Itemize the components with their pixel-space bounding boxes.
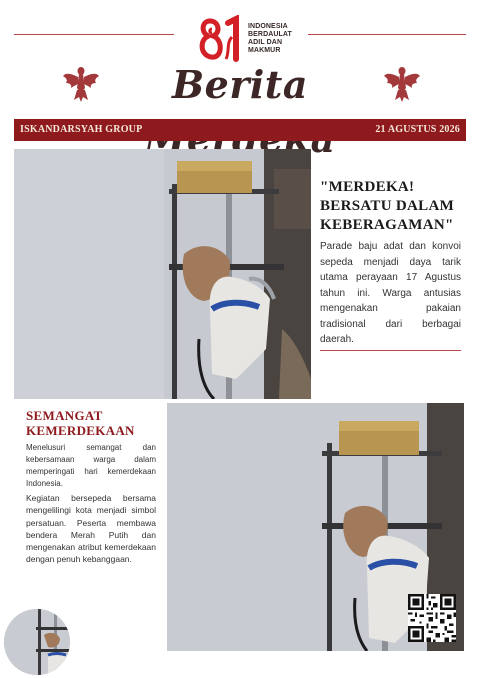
feature-paragraph-2: Kegiatan bersepeda bersama mengelilingi kota menjadi simbol persatuan. Peserta membawa bendera Merah Putih dan mengenakan atribut kemerdekaan dengan penuh kebanggaan.: [26, 493, 156, 565]
issue-date: 21 AGUSTUS 2026: [375, 124, 460, 135]
feature-title: SEMANGAT KEMERDEKAAN: [26, 408, 135, 438]
publisher-banner: [14, 119, 466, 141]
article-lead: Parade baju adat dan konvoi sepeda menjadi daya tarik utama perayaan 17 Agustus tahun ini. Warga antusias mengenakan pakaian tradisional dari berbagai daerah.: [320, 241, 461, 345]
main-photo: [14, 149, 311, 399]
circular-thumbnail: [4, 609, 70, 675]
garuda-emblem-icon: [62, 64, 100, 104]
garuda-emblem-icon: [383, 64, 421, 104]
header-rule-left: [14, 34, 174, 35]
feature-paragraph-1: Menelusuri semangat dan kebersamaan warga dalam memperingati hari kemerdekaan Indonesia.: [26, 443, 156, 488]
qr-code-icon[interactable]: [408, 594, 456, 642]
article-headline: "MERDEKA! BERSATU DALAM KEBERAGAMAN": [320, 179, 455, 233]
logo-tagline: INDONESIA BERDAULAT ADIL DAN MAKMUR: [248, 23, 292, 54]
publisher-name: ISKANDARSYAH GROUP: [20, 124, 143, 135]
header-rule-right: [308, 34, 466, 35]
masthead-title: Berita: [172, 62, 308, 107]
article-divider: [320, 350, 461, 351]
